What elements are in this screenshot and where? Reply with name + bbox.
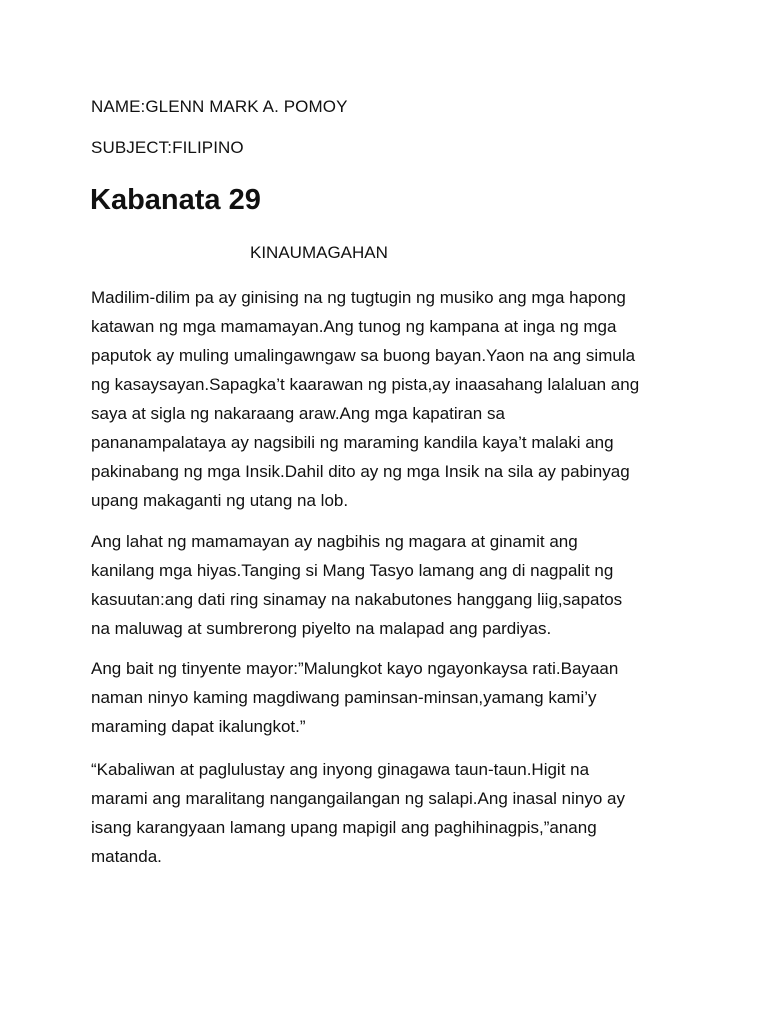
paragraph-line: Ang lahat ng mamamayan ay nagbihis ng magara at ginamit ang: [91, 532, 578, 551]
chapter-title: Kabanata 29: [90, 184, 261, 216]
paragraph-4: [91, 755, 691, 871]
paragraph-line: upang makaganti ng utang na lob.: [91, 491, 349, 510]
paragraph-line: naman ninyo kaming magdiwang paminsan-minsan,yamang kami’y: [91, 688, 597, 707]
paragraph-line: saya at sigla ng nakaraang araw.Ang mga kapatiran sa: [91, 404, 505, 423]
paragraph-line: katawan ng mga mamamayan.Ang tunog ng kampana at inga ng mga: [91, 317, 617, 336]
paragraph-1: [91, 283, 691, 515]
paragraph-line: paputok ay muling umalingawngaw sa buong bayan.Yaon na ang simula: [91, 346, 636, 365]
paragraph-line: maraming dapat ikalungkot.”: [91, 717, 306, 736]
paragraph-line: na maluwag at sumbrerong piyelto na malapad ang pardiyas.: [91, 619, 552, 638]
paragraph-2: [91, 527, 691, 643]
paragraph-line: matanda.: [91, 847, 162, 866]
name-line: NAME:GLENN MARK A. POMOY: [91, 97, 348, 116]
paragraph-line: Ang bait ng tinyente mayor:”Malungkot kayo ngayonkaysa rati.Bayaan: [91, 659, 619, 678]
section-heading: KINAUMAGAHAN: [250, 243, 388, 262]
paragraph-line: marami ang maralitang nangangailangan ng salapi.Ang inasal ninyo ay: [91, 789, 625, 808]
paragraph-3: [91, 654, 691, 741]
paragraph-line: pananampalataya ay nagsibili ng maraming kandila kaya’t malaki ang: [91, 433, 614, 452]
paragraph-line: kasuutan:ang dati ring sinamay na nakabutones hanggang liig,sapatos: [91, 590, 623, 609]
paragraph-line: Madilim-dilim pa ay ginising na ng tugtugin ng musiko ang mga hapong: [91, 288, 626, 307]
paragraph-line: “Kabaliwan at paglulustay ang inyong ginagawa taun-taun.Higit na: [91, 760, 590, 779]
paragraph-line: pakinabang ng mga Insik.Dahil dito ay ng mga Insik na sila ay pabinyag: [91, 462, 630, 481]
subject-line: SUBJECT:FILIPINO: [91, 138, 244, 157]
paragraph-line: isang karangyaan lamang upang mapigil ang paghihinagpis,”anang: [91, 818, 597, 837]
paragraph-line: ng kasaysayan.Sapagka’t kaarawan ng pista,ay inaasahang lalaluan ang: [91, 375, 640, 394]
paragraph-line: kanilang mga hiyas.Tanging si Mang Tasyo lamang ang di nagpalit ng: [91, 561, 614, 580]
